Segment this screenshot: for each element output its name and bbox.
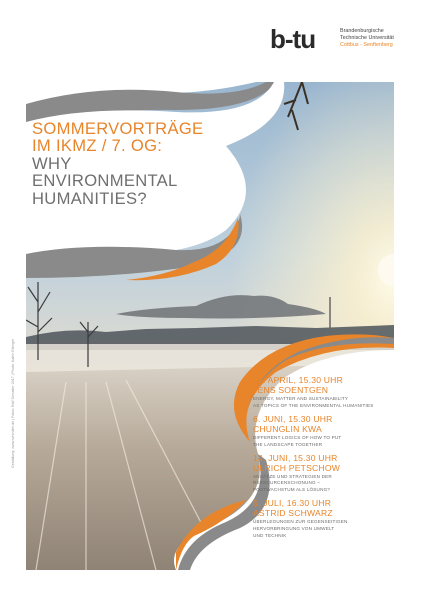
event-date: 12. APRIL, 15.30 UHR: [253, 375, 343, 385]
logo-line-3: [340, 42, 420, 49]
title-line-2: IM IKMZ / 7. OG:: [32, 136, 163, 156]
logo-city-2: Senftenberg: [363, 42, 393, 48]
logo-city-1: Cottbus: [340, 42, 359, 48]
logo-line-2: Technische Universität: [340, 35, 394, 41]
photo-credit: Gestaltung: www.schindler.de | Fotos: Ralf Schuster 2017 | Photo: Katrin Elsinger: [11, 338, 15, 468]
event-topic-line: ÜBERLEGUNGEN ZUR GEGENSEITIGEN: [253, 519, 348, 524]
title-line-4: ENVIRONMENTAL: [32, 171, 178, 191]
event-date: 6. JUNI, 15.30 UHR: [253, 414, 333, 424]
title-line-1: SOMMERVORTRÄGE: [32, 119, 204, 138]
event-item: [253, 415, 393, 448]
event-item: [253, 454, 393, 493]
event-topic-line: UND TECHNIK: [253, 533, 287, 538]
event-date: 14. JUNI, 15.30 UHR: [253, 453, 338, 463]
event-topic-line: THE LANDSCAPE TOGETHER: [253, 442, 323, 447]
event-topic-line: HERVORBRINGUNG VON UMWELT: [253, 526, 335, 531]
event-topic-line: ANSÄTZE UND STRATEGIEN DER RESSOURCENSCHONUNG –: [253, 474, 332, 485]
event-date: 5. JULI, 16.30 UHR: [253, 498, 332, 508]
logo-mark: b-tu: [270, 24, 316, 54]
event-topic-line: DIFFERENT LOGICS OF HOW TO PUT: [253, 435, 342, 440]
event-topic-line: POSTWACHSTUM ALS LÖSUNG?: [253, 487, 331, 492]
event-topic-line: ENERGY, MATTER AND SUSTAINABILITY: [253, 396, 349, 401]
logo-wordmark: [340, 28, 420, 49]
event-topic-line: AS TOPICS OF THE ENVIRONMENTAL HUMANITIES: [253, 403, 374, 408]
btu-logo: [270, 26, 410, 66]
title-line-3: WHY: [32, 153, 72, 173]
title-line-5: HUMANITIES?: [32, 188, 147, 208]
poster-title: [32, 120, 232, 207]
lecture-schedule: [253, 376, 393, 545]
event-speaker: CHUNGLIN KWA: [253, 424, 322, 434]
event-speaker: JENS SOENTGEN: [253, 385, 329, 395]
logo-separator: -: [358, 42, 364, 48]
event-speaker: ASTRID SCHWARZ: [253, 508, 333, 518]
event-item: [253, 499, 393, 539]
logo-line-1: Brandenburgische: [340, 28, 384, 34]
event-speaker: ULRICH PETSCHOW: [253, 463, 341, 473]
event-item: [253, 376, 393, 409]
